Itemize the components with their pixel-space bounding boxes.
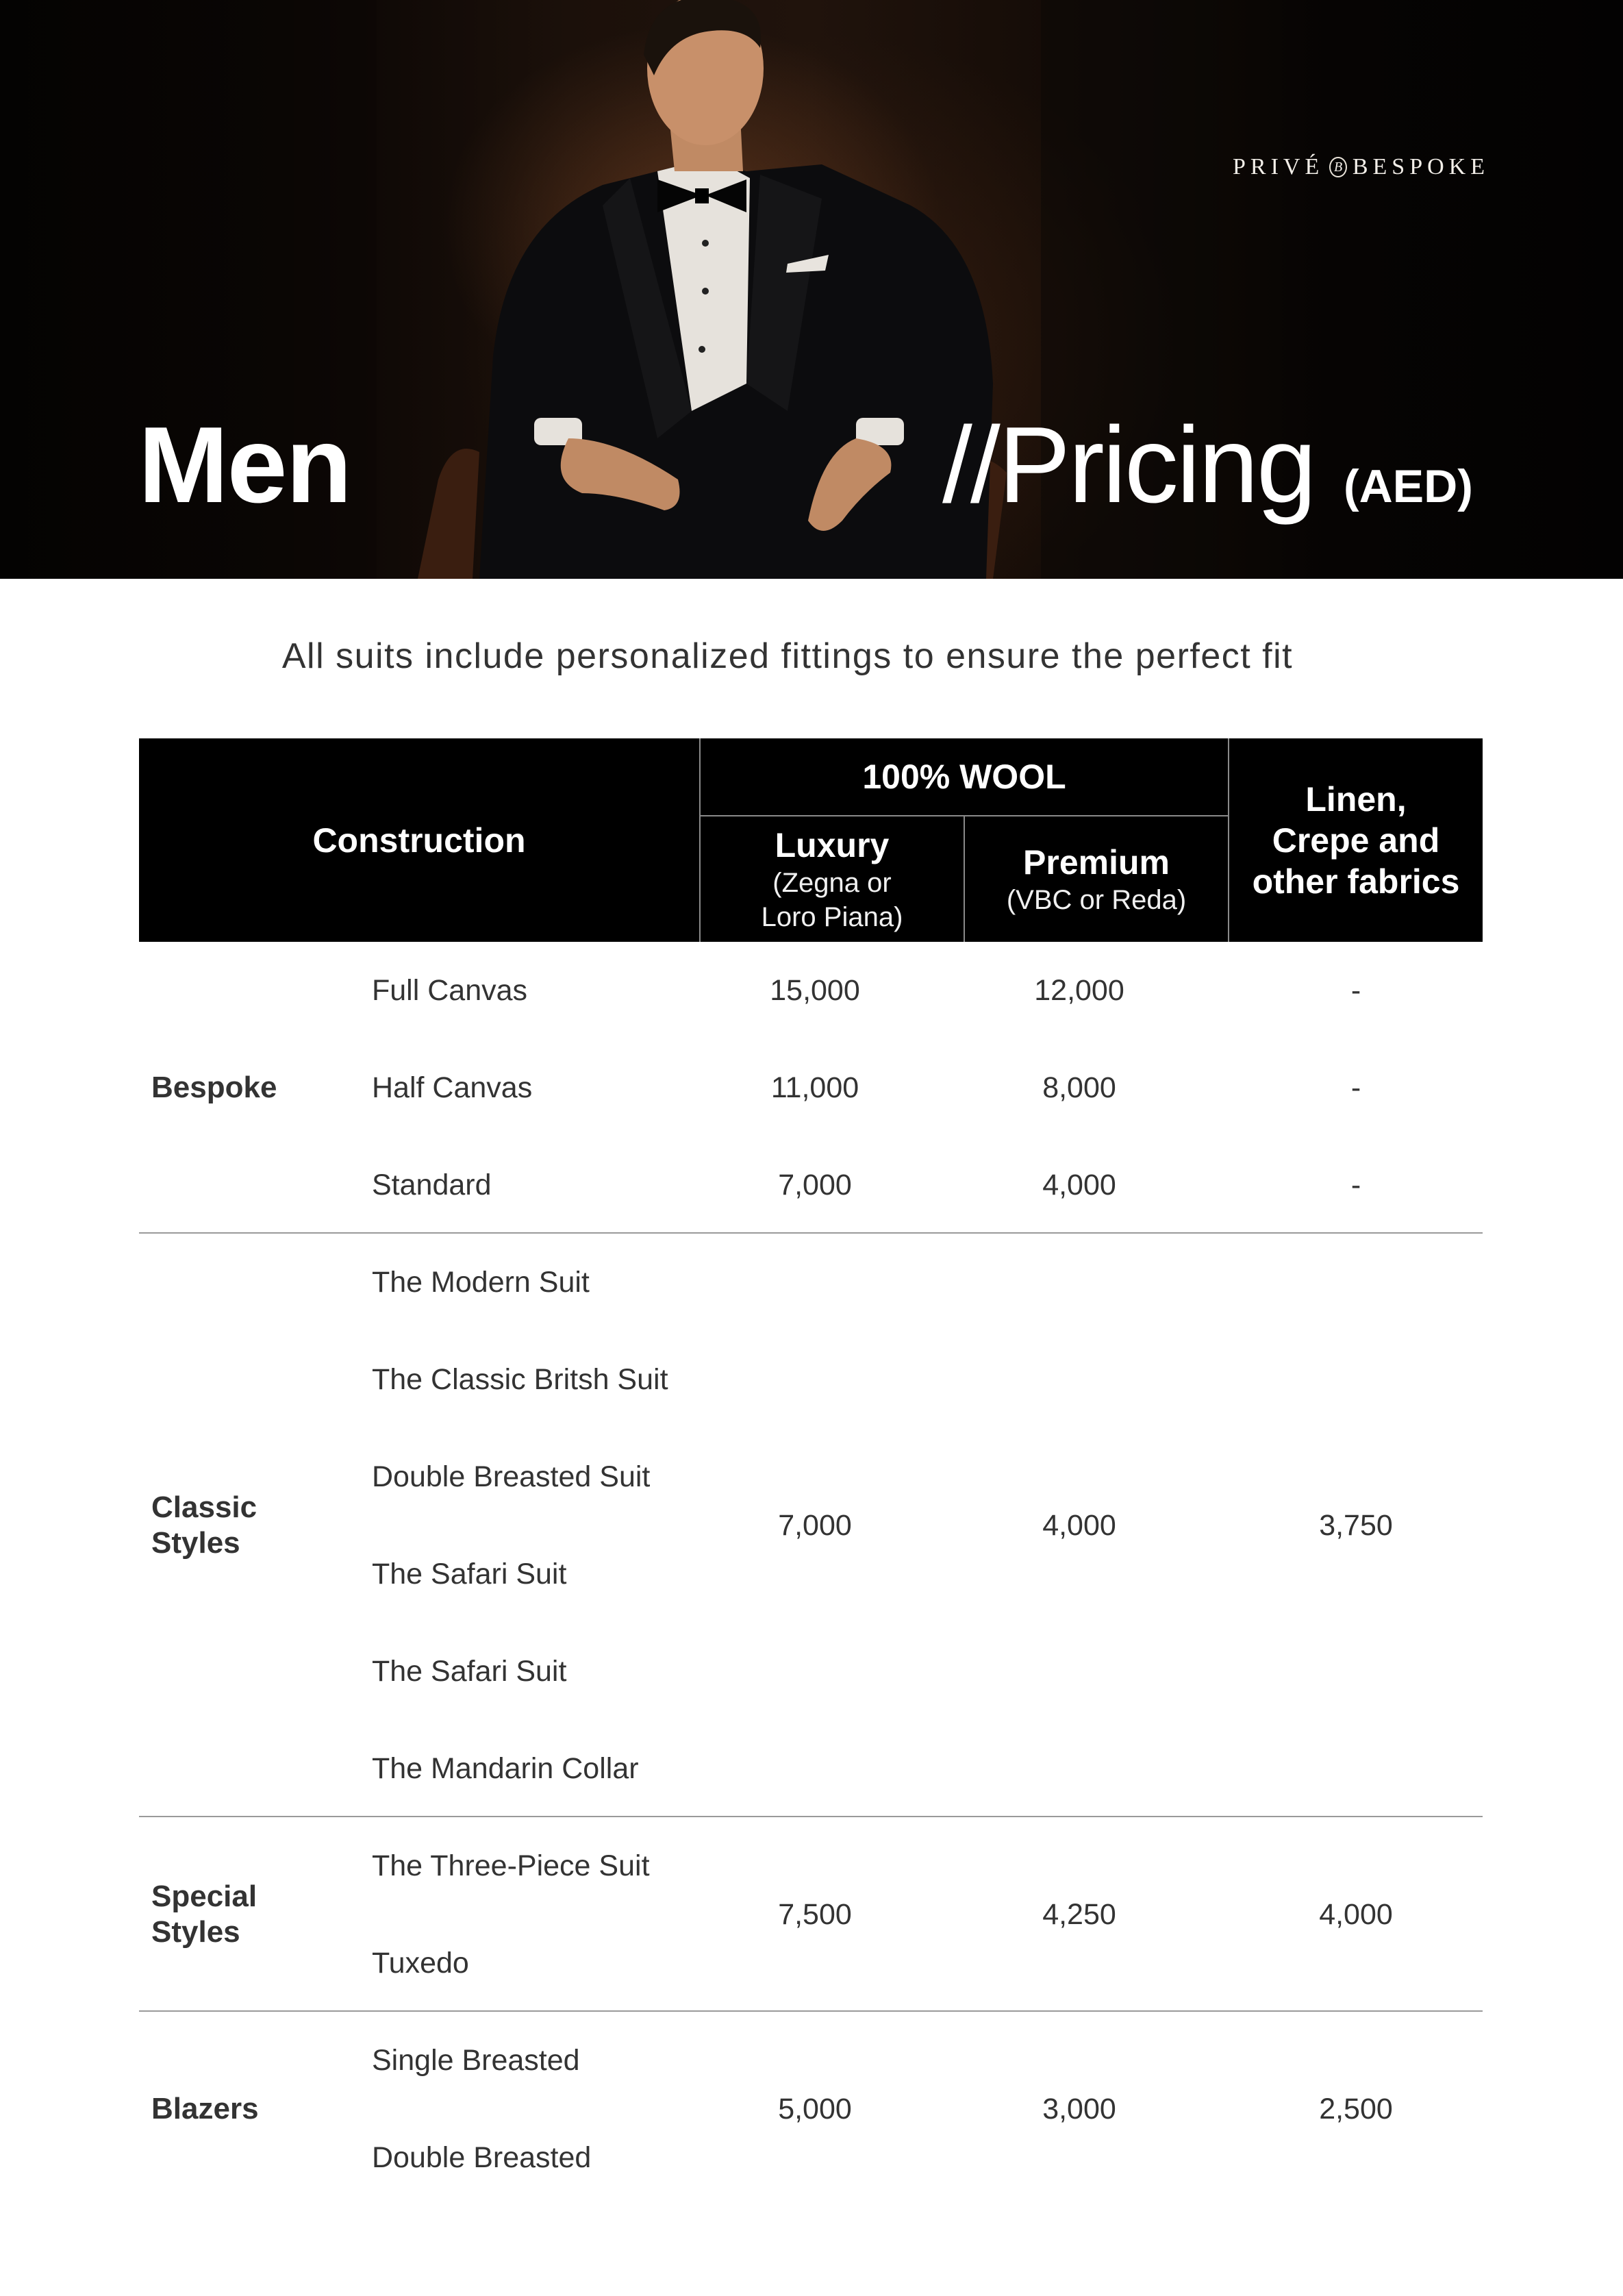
header-luxury: Luxury (Zegna or Loro Piana) xyxy=(761,825,903,932)
header-linen: Linen, Crepe and other fabrics xyxy=(1252,779,1460,901)
list-item: Double Breasted Suit xyxy=(372,1460,651,1493)
group-label: Bespoke xyxy=(151,1071,277,1104)
group-label: Blazers xyxy=(151,2092,259,2125)
brand-logo xyxy=(1233,152,1489,182)
price-luxury: 7,500 xyxy=(778,1897,852,1931)
table-row: Standard 7,000 4,000 - xyxy=(372,1168,1361,1201)
currency-label: (AED) xyxy=(1344,460,1473,512)
list-item: Single Breasted xyxy=(372,2043,580,2077)
list-item: Tuxedo xyxy=(372,1946,469,1980)
list-item: The Mandarin Collar xyxy=(372,1751,639,1785)
group-label: Special Styles xyxy=(151,1880,257,1949)
price-linen: 4,000 xyxy=(1319,1897,1393,1931)
list-item: The Safari Suit xyxy=(372,1557,567,1590)
page-title-pricing: //Pricing xyxy=(942,405,1315,525)
list-item: The Modern Suit xyxy=(372,1265,590,1299)
group-label: Classic Styles xyxy=(151,1490,257,1560)
price-linen: 3,750 xyxy=(1319,1508,1393,1542)
page-title-men: Men xyxy=(138,405,351,525)
group-bespoke xyxy=(139,942,1483,1234)
hero-banner xyxy=(0,0,1623,579)
list-item: Double Breasted xyxy=(372,2141,592,2174)
price-premium: 4,250 xyxy=(1042,1897,1116,1931)
header-wool: 100% WOOL xyxy=(862,758,1066,796)
list-item: The Classic Britsh Suit xyxy=(372,1362,668,1396)
subtitle: All suits include personalized fittings to ensure the perfect fit xyxy=(281,636,1294,676)
header-construction: Construction xyxy=(312,821,526,860)
table-row: Half Canvas 11,000 8,000 - xyxy=(372,1071,1361,1104)
brand-monogram-icon: B xyxy=(1329,157,1347,177)
group-blazers xyxy=(139,2012,1483,2206)
price-premium: 4,000 xyxy=(1042,1508,1116,1542)
price-luxury: 5,000 xyxy=(778,2092,852,2125)
list-item: The Three-Piece Suit xyxy=(372,1849,650,1882)
pricing-table xyxy=(139,738,1483,2206)
brand-left: PRIVÉ xyxy=(1233,154,1324,179)
group-special-styles xyxy=(139,1817,1483,2012)
list-item: The Safari Suit xyxy=(372,1654,567,1688)
table-row: Full Canvas 15,000 12,000 - xyxy=(372,973,1361,1007)
price-premium: 3,000 xyxy=(1042,2092,1116,2125)
header-premium: Premium (VBC or Reda) xyxy=(1006,843,1187,915)
group-classic-styles xyxy=(139,1234,1483,1817)
brand-right: BESPOKE xyxy=(1352,154,1489,179)
price-luxury: 7,000 xyxy=(778,1508,852,1542)
table-header xyxy=(139,738,1483,942)
price-linen: 2,500 xyxy=(1319,2092,1393,2125)
